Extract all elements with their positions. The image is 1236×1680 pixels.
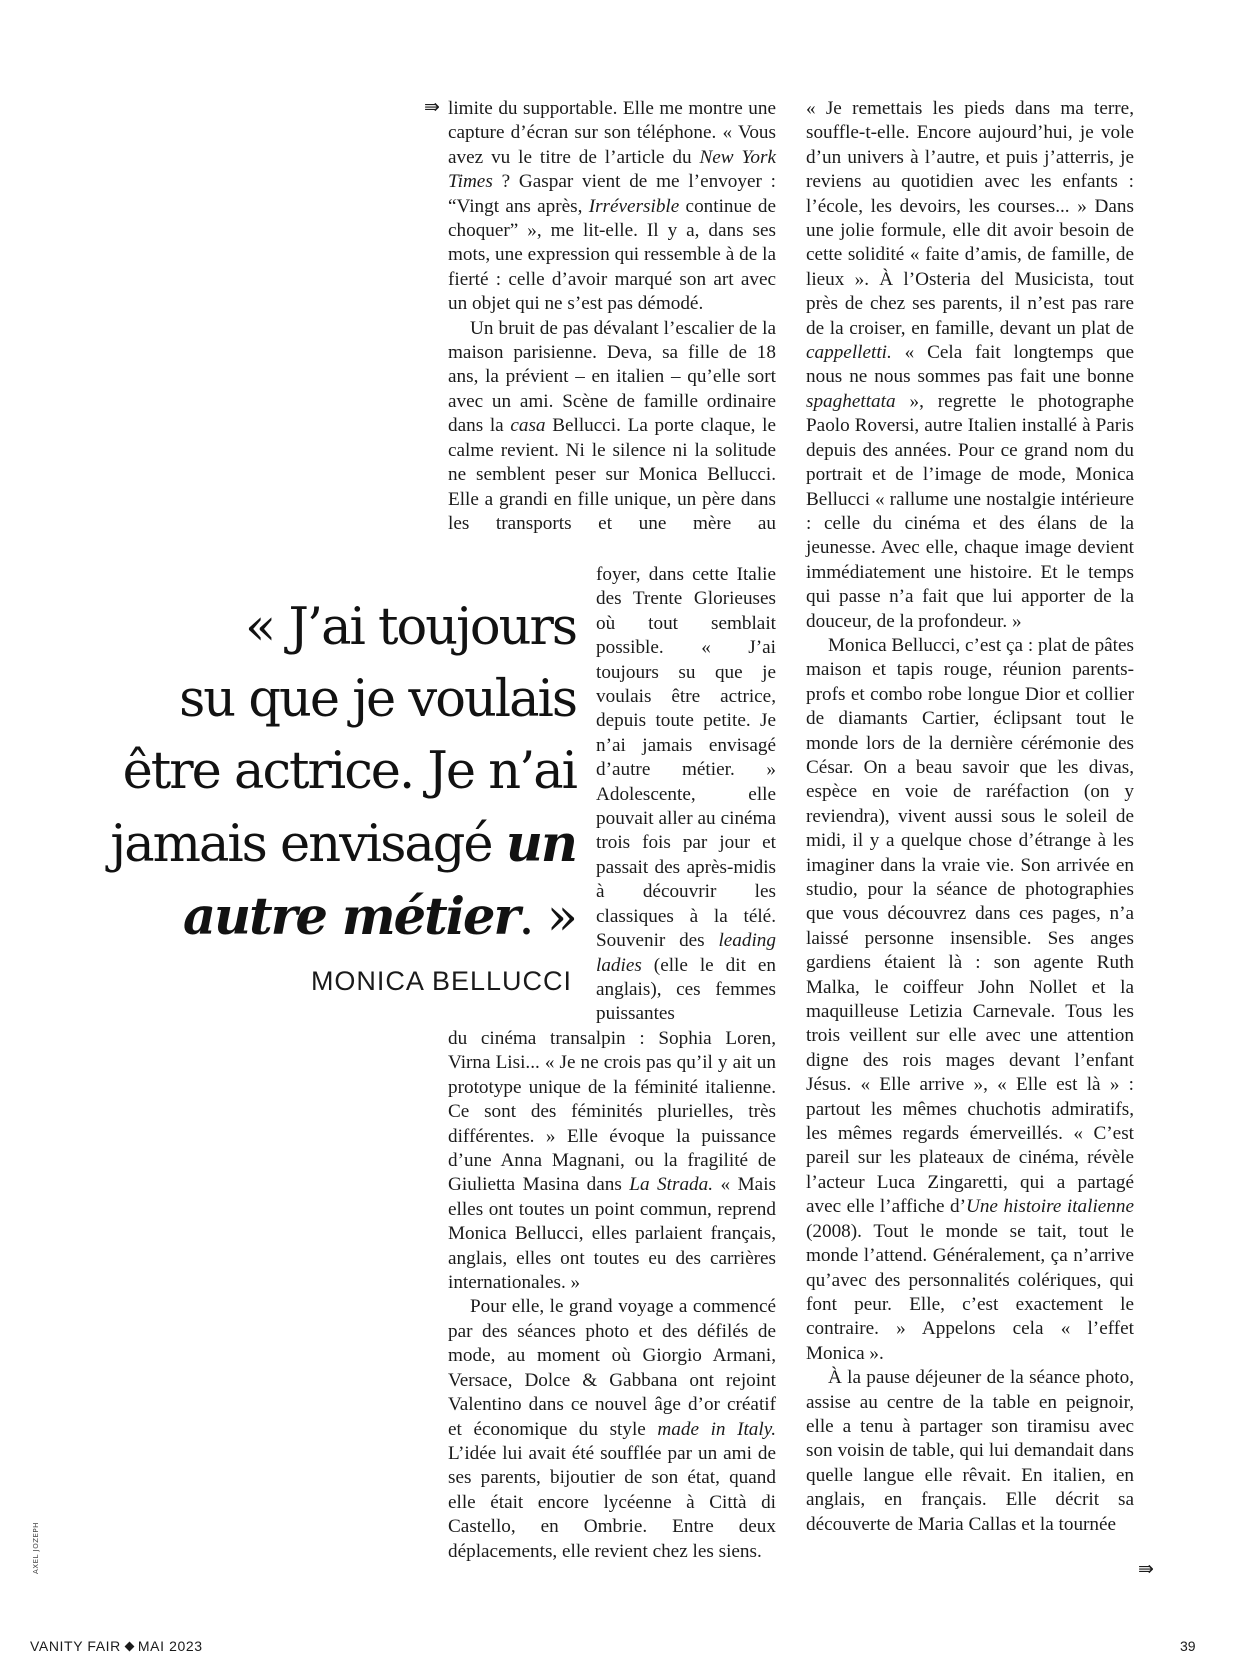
pull-quote-line: être actrice. Je n’ai bbox=[122, 742, 576, 801]
body-text: L’idée lui avait été soufflée par un ami de ses parents, bijoutier de son état, quand elle était encore lycéenne à Città di Castello, en Ombrie. Entre deux déplacements, elle revient chez les siens. bbox=[448, 1442, 776, 1562]
pull-quote-line: « J’ai toujours bbox=[245, 598, 576, 657]
body-text: ? Gaspar vient de me l’envoyer : “Vingt ans après, bbox=[448, 171, 776, 217]
article-paragraph bbox=[806, 634, 1134, 1366]
body-text: Bellucci. La porte claque, le calme revient. Ni le silence ni la solitude ne semblent peser sur Monica Bellucci. Elle a grandi en fille unique, un père dans les transports et une mère au bbox=[448, 415, 776, 534]
article-column-2-narrow bbox=[596, 563, 776, 1027]
pull-quote-text: jamais envisagé bbox=[110, 815, 506, 874]
pull-quote-emphasis: un bbox=[505, 814, 576, 874]
article-paragraph bbox=[448, 317, 776, 537]
article-paragraph bbox=[448, 1295, 776, 1563]
page-number: 39 bbox=[1180, 1638, 1196, 1654]
italic-text: La Strada. bbox=[629, 1174, 714, 1196]
body-text: », regrette le photographe Paolo Roversi, autre Italien installé à Paris depuis des années. Pour ce grand nom du portrait et de l’image de mode, Monica Bellucci « rallume une nostalgie intérieure : celle du cinéma et des élans de la jeunesse. Avec elle, chaque image devient immédiatement une histoire. Et le temps qui passe n’a fait que lui apporter de la douceur, de la profondeur. » bbox=[806, 390, 1134, 632]
italic-text: Une histoire italienne bbox=[965, 1196, 1134, 1218]
article-column-2-bottom bbox=[448, 1027, 776, 1564]
article-paragraph bbox=[596, 563, 776, 1027]
page-footer-folio bbox=[30, 1638, 203, 1654]
pull-quote-line: su que je voulais bbox=[179, 670, 576, 729]
continues-arrow-icon: ⇛ bbox=[1138, 1558, 1154, 1580]
body-text: Monica Bellucci, c’est ça : plat de pâtes maison et tapis rouge, réunion parents-profs et combo robe longue Dior et collier de diamants Cartier, éclipsant tout le monde lors de la dernière cérémonie des César. On a beau savoir que les divas, espèce en voie de raréfaction (on y reviendra), vivent aussi sous le soleil de midi, il y a quelque chose d’étrange à les imaginer dans la vraie vie. Son arrivée en studio, pour la séance de photographies que vous découvrez dans ces pages, n’a laissé personne insensible. Ses anges gardiens étaient là : son agente Ruth Malka, le coiffeur John Nollet et la maquilleuse Letizia Carnevale. Tous les trois veillent sur elle avec une attention digne des rois mages devant l’enfant Jésus. « Elle arrive », « Elle est là » : partout les mêmes chuchotis admiratifs, les mêmes regards émerveillés. « C’est pareil sur les plateaux de cinéma, révèle l’acteur Luca Zingaretti, qui a partagé avec elle l’affiche d’ bbox=[806, 634, 1134, 1218]
pull-quote-emphasis: autre métier bbox=[182, 887, 519, 947]
body-text: limite du supportable. Elle me montre une capture d’écran sur son téléphone. « Vous avez vu le titre de l’article du bbox=[448, 98, 776, 168]
body-text: À la pause déjeuner de la séance photo, assise au centre de la table en peignoir, elle a tenu à partager son tiramisu avec son voisin de table, qui lui demandait dans quelle langue elle rêvait. En italien, en anglais, en français. Elle décrit sa découverte de Maria Callas et la tournée bbox=[806, 1367, 1134, 1535]
italic-text: cappelletti. bbox=[806, 342, 892, 364]
pull-quote-text: . » bbox=[518, 888, 576, 947]
article-paragraph bbox=[448, 1027, 776, 1295]
italic-text: New York Times bbox=[448, 146, 776, 193]
body-text: (elle le dit en anglais), ces femmes puissantes bbox=[596, 954, 776, 1025]
body-text: Pour elle, le grand voyage a commencé par des séances photo et des défilés de mode, au moment où Giorgio Armani, Versace, Dolce & Gabbana ont rejoint Valentino dans ce nouvel âge d’or créatif et économique du style bbox=[448, 1296, 776, 1440]
article-column-3 bbox=[806, 97, 1134, 1537]
article-paragraph bbox=[448, 97, 776, 317]
italic-text: Irréversible bbox=[588, 195, 680, 217]
article-paragraph bbox=[806, 97, 1134, 634]
italic-text: spaghettata bbox=[806, 390, 896, 412]
body-text: du cinéma transalpin : Sophia Loren, Virna Lisi... « Je ne crois pas qu’il y ait un prototype unique de la féminité italienne. Ce sont des féminités plurielles, très différentes. » Elle évoque la puissance d’une Anna Magnani, ou la fragilité de Giulietta Masina dans bbox=[448, 1028, 776, 1196]
body-text: « Mais elles ont toutes un point commun, reprend Monica Bellucci, elles parlaient français, anglais, elles ont toutes eu des carrières internationales. » bbox=[448, 1174, 776, 1294]
body-text: Un bruit de pas dévalant l’escalier de la maison parisienne. Deva, sa fille de 18 ans, la prévient – en italien – qu’elle sort avec un ami. Scène de famille ordinaire dans la bbox=[448, 317, 776, 437]
italic-text: casa bbox=[510, 415, 546, 437]
article-paragraph bbox=[806, 1366, 1134, 1537]
body-text: foyer, dans cette Italie des Trente Glorieuses où tout semblait possible. « J’ai toujours su que je voulais être actrice, depuis toute petite. Je n’ai jamais envisagé d’autre métier. » Adolescente, elle pouvait aller au cinéma trois fois par jour et passait des après-midis à découvrir les classiques à la télé. Souvenir des bbox=[596, 564, 776, 952]
body-text: (2008). Tout le monde se tait, tout le monde l’attend. Généralement, ça n’arrive qu’avec des personnalités colériques, qui font peur. Elle, c’est exactement le contraire. » Appelons cela « l’effet Monica ». bbox=[806, 1220, 1134, 1364]
pull-quote-attribution: MONICA BELLUCCI bbox=[310, 966, 572, 996]
body-text: « Je remettais les pieds dans ma terre, souffle-t-elle. Encore aujourd’hui, je vole d’un univers à l’autre, et puis j’atterris, je reviens au quotidien avec les enfants : l’école, les devoirs, les courses... » Dans une jolie formule, elle dit avoir besoin de cette solidité « faite d’amis, de famille, de lieux ». À l’Osteria del Musicista, tout près de chez ses parents, il n’est pas rare de la croiser, en famille, devant un plat de bbox=[806, 98, 1134, 339]
body-text: continue de choquer” », me lit-elle. Il y a, dans ses mots, une expression qui ressemble à de la fierté : celle d’avoir marqué son art avec un objet qui ne s’est pas démodé. bbox=[448, 195, 776, 315]
continued-arrow-icon: ⇛ bbox=[424, 96, 440, 118]
pull-quote-line bbox=[60, 881, 576, 954]
article-column-2-top bbox=[448, 97, 776, 536]
pull-quote bbox=[60, 592, 576, 954]
issue-date: MAI 2023 bbox=[137, 1638, 203, 1654]
pull-quote-line bbox=[60, 808, 576, 881]
photo-credit: AXEL JOZEPH bbox=[32, 1522, 40, 1574]
diamond-icon bbox=[124, 1642, 134, 1652]
italic-text: made in Italy. bbox=[657, 1418, 776, 1440]
body-text: « Cela fait longtemps que nous ne nous sommes pas fait une bonne bbox=[806, 342, 1134, 388]
italic-text: leading ladies bbox=[596, 930, 776, 976]
magazine-name: VANITY FAIR bbox=[30, 1638, 121, 1654]
